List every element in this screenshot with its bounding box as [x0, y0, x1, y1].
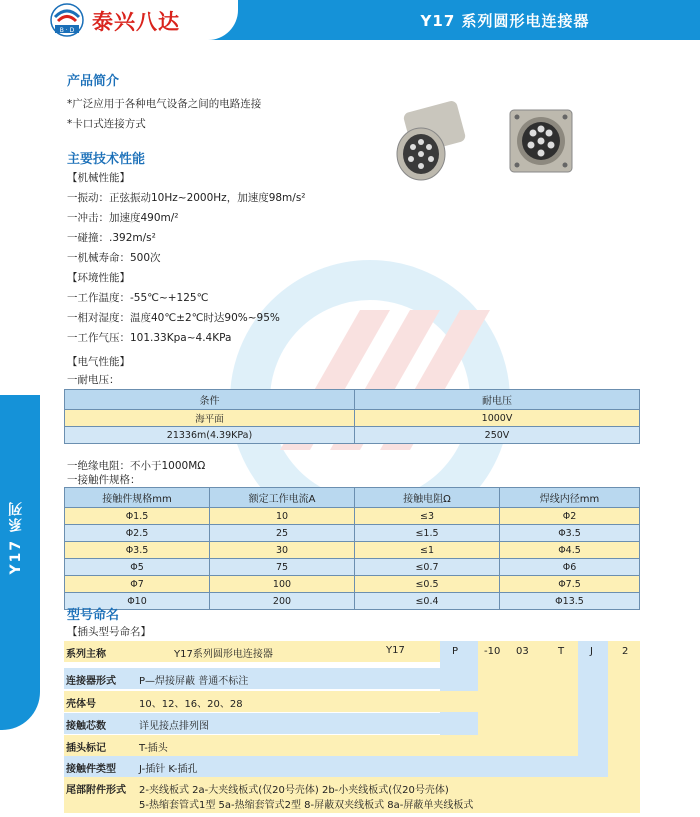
table-row: [65, 525, 640, 542]
intro-line: *广泛应用于各种电气设备之间的电路连接: [67, 98, 262, 110]
table-cell: Φ5: [65, 559, 210, 576]
model-row-value-2: 5-热缩套管式1型 5a-热缩套管式2型 8-屏蔽双夹线板式 8a-屏蔽单夹线板式: [139, 800, 474, 811]
contact-table: [64, 487, 640, 610]
table-cell: 25: [210, 525, 355, 542]
table-header: 额定工作电流A: [210, 488, 355, 508]
contact-label: 一接触件规格：: [67, 474, 141, 486]
table-cell: 75: [210, 559, 355, 576]
table-header: 条件: [65, 390, 355, 410]
table-row: [65, 542, 640, 559]
table-cell: 30: [210, 542, 355, 559]
model-row: [64, 756, 608, 777]
model-row: [64, 777, 640, 813]
mechanical-title: 【机械性能】: [67, 172, 130, 184]
model-row-label: 连接器形式: [66, 676, 116, 687]
side-tab-label: Y17 系列: [8, 500, 24, 575]
model-code: T: [558, 646, 565, 657]
model-title: 型号命名: [67, 608, 120, 623]
table-cell: 200: [210, 593, 355, 610]
table-cell: 10: [210, 508, 355, 525]
table-cell: ≤1: [355, 542, 500, 559]
model-row: [64, 668, 440, 689]
table-cell: 海平面: [65, 410, 355, 427]
table-cell: Φ13.5: [500, 593, 640, 610]
page-title: Y17 系列圆形电连接器: [420, 12, 590, 30]
model-code: P: [452, 646, 459, 657]
table-cell: Φ4.5: [500, 542, 640, 559]
mechanical-line: 一碰撞：.392m/s²: [67, 232, 156, 244]
model-row: [64, 691, 478, 712]
table-cell: ≤0.7: [355, 559, 500, 576]
model-code: 03: [516, 646, 529, 657]
model-row-label: 系列主称: [66, 649, 106, 660]
model-row: [64, 641, 440, 662]
table-cell: ≤0.5: [355, 576, 500, 593]
table-cell: Φ2.5: [65, 525, 210, 542]
model-row-value: 10、12、16、20、28: [139, 699, 243, 710]
model-row-value: J-插针 K-插孔: [139, 764, 198, 775]
brand-name: 泰兴八达: [92, 10, 180, 34]
insulation-line: 一绝缘电阻：不小于1000MΩ: [67, 460, 206, 472]
table-cell: Φ7: [65, 576, 210, 593]
table-cell: 250V: [355, 427, 640, 444]
table-cell: Φ3.5: [500, 525, 640, 542]
model-row-value: 2-夹线板式 2a-大夹线板式(仅20号壳体) 2b-小夹线板式(仅20号壳体): [139, 785, 449, 796]
model-row-value: P—焊接屏蔽 普通不标注: [139, 676, 249, 687]
model-row-label: 壳体号: [66, 699, 96, 710]
model-row: [64, 735, 578, 756]
table-row: [65, 593, 640, 610]
model-row-value: T-插头: [139, 743, 168, 754]
table-header: 耐电压: [355, 390, 640, 410]
voltage-label: 一耐电压：: [67, 374, 120, 386]
table-cell: Φ3.5: [65, 542, 210, 559]
table-cell: ≤3: [355, 508, 500, 525]
table-row: [65, 427, 640, 444]
table-cell: ≤1.5: [355, 525, 500, 542]
table-cell: 100: [210, 576, 355, 593]
table-header: 接触电阻Ω: [355, 488, 500, 508]
mechanical-line: 一机械寿命：500次: [67, 252, 161, 264]
table-header: 接触件规格mm: [65, 488, 210, 508]
table-cell: Φ6: [500, 559, 640, 576]
table-row: [65, 576, 640, 593]
table-cell: Φ2: [500, 508, 640, 525]
environment-line: 一相对湿度：温度40℃±2℃时达90%~95%: [67, 312, 280, 324]
environment-line: 一工作温度：-55℃~+125℃: [67, 292, 209, 304]
intro-title: 产品简介: [67, 74, 120, 89]
table-cell: 1000V: [355, 410, 640, 427]
table-row: [65, 508, 640, 525]
model-subtitle: 【插头型号命名】: [67, 626, 151, 638]
model-row-label: 尾部附件形式: [66, 785, 126, 796]
model-row-label: 插头标记: [66, 743, 106, 754]
model-code: J: [590, 646, 593, 657]
environment-title: 【环境性能】: [67, 272, 130, 284]
table-cell: 21336m(4.39KPa): [65, 427, 355, 444]
code-col-bg: [578, 641, 608, 766]
table-cell: Φ1.5: [65, 508, 210, 525]
table-header: 焊线内径mm: [500, 488, 640, 508]
model-code: Y17: [386, 645, 405, 656]
voltage-table: [64, 389, 640, 444]
tech-title: 主要技术性能: [67, 152, 146, 167]
model-code: -10: [484, 646, 501, 657]
environment-line: 一工作气压：101.33Kpa~4.4KPa: [67, 332, 232, 344]
model-row-value: 详见接点排列图: [139, 721, 209, 732]
model-row: [64, 713, 478, 734]
table-row: [65, 410, 640, 427]
mechanical-line: 一冲击：加速度490m/²: [67, 212, 179, 224]
table-cell: Φ10: [65, 593, 210, 610]
model-row-label: 接触芯数: [66, 721, 106, 732]
mechanical-line: 一振动：正弦振动10Hz~2000Hz，加速度98m/s²: [67, 192, 306, 204]
table-row: [65, 559, 640, 576]
model-row-value: Y17系列圆形电连接器: [174, 649, 273, 660]
logo-letters: B · D: [59, 27, 75, 34]
electrical-title: 【电气性能】: [67, 356, 130, 368]
table-cell: ≤0.4: [355, 593, 500, 610]
table-cell: Φ7.5: [500, 576, 640, 593]
model-row-label: 接触件类型: [66, 764, 116, 775]
model-code: 2: [622, 646, 629, 657]
connector-photo: [395, 92, 595, 192]
company-logo-icon: [50, 3, 84, 37]
intro-line: *卡口式连接方式: [67, 118, 146, 130]
